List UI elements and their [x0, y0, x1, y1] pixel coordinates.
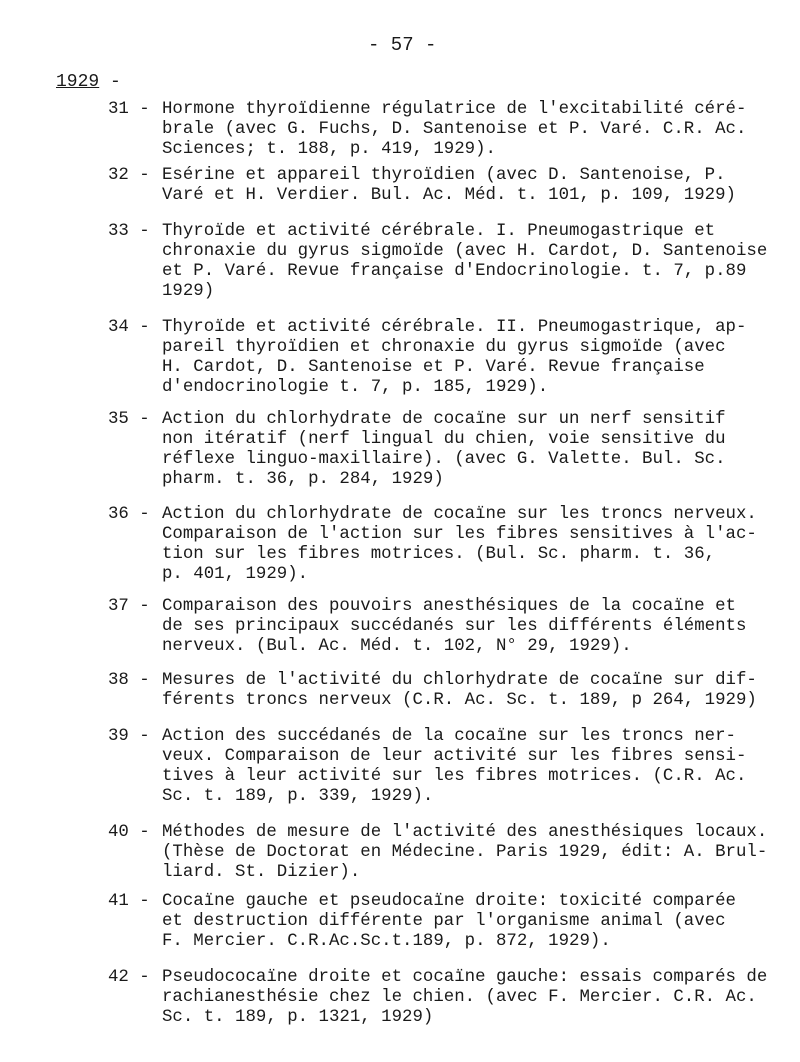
bibliography-entry	[108, 727, 788, 807]
bibliography-entry	[108, 823, 788, 883]
entry-text	[162, 410, 788, 490]
entry-number: 39 -	[108, 727, 150, 746]
entry-text	[162, 100, 788, 160]
bibliography-entry	[108, 410, 788, 490]
year-heading	[56, 72, 121, 92]
entry-line: Thyroïde et activité cérébrale. II. Pneumogastrique, ap-	[162, 318, 747, 337]
bibliography-entry	[108, 100, 788, 160]
bibliography-entry	[108, 968, 788, 1028]
entry-number: 32 -	[108, 166, 150, 185]
entry-number: 38 -	[108, 671, 150, 690]
entry-number: 40 -	[108, 823, 150, 842]
entry-line: Comparaison de l'action sur les fibres sensitives à l'ac-	[162, 525, 757, 544]
entry-line: de ses principaux succédanés sur les différents éléments	[162, 617, 747, 636]
entry-text	[162, 892, 788, 952]
entry-line: Comparaison des pouvoirs anesthésiques de la cocaïne et	[162, 597, 736, 616]
entry-number: 41 -	[108, 892, 150, 911]
entry-line: Esérine et appareil thyroïdien (avec D. Santenoise, P.	[162, 166, 726, 185]
bibliography-entry	[108, 166, 788, 206]
bibliography-entry	[108, 671, 788, 711]
entry-text	[162, 727, 788, 807]
entry-line: F. Mercier. C.R.Ac.Sc.t.189, p. 872, 1929).	[162, 932, 611, 951]
entry-number: 35 -	[108, 410, 150, 429]
bibliography-entry	[108, 222, 788, 302]
entry-line: tives à leur activité sur les fibres motrices. (C.R. Ac.	[162, 767, 747, 786]
entry-line: Thyroïde et activité cérébrale. I. Pneumogastrique et	[162, 222, 716, 241]
entry-text	[162, 166, 788, 206]
entry-text	[162, 597, 788, 657]
entry-number: 31 -	[108, 100, 150, 119]
entry-line: d'endocrinologie t. 7, p. 185, 1929).	[162, 378, 549, 397]
year-dash: -	[110, 72, 121, 92]
bibliography-entry	[108, 892, 788, 952]
entry-line: p. 401, 1929).	[162, 565, 309, 584]
entry-line: rachianesthésie chez le chien. (avec F. Mercier. C.R. Ac.	[162, 988, 757, 1007]
entry-text	[162, 505, 788, 585]
entry-line: pareil thyroïdien et chronaxie du gyrus sigmoïde (avec	[162, 338, 726, 357]
entry-line: Méthodes de mesure de l'activité des anesthésiques locaux.	[162, 823, 768, 842]
entry-line: pharm. t. 36, p. 284, 1929)	[162, 470, 444, 489]
entry-text	[162, 968, 788, 1028]
entry-text	[162, 318, 788, 398]
bibliography-entry	[108, 597, 788, 657]
entry-number: 34 -	[108, 318, 150, 337]
entry-line: brale (avec G. Fuchs, D. Santenoise et P. Varé. C.R. Ac.	[162, 120, 747, 139]
bibliography-entry	[108, 505, 788, 585]
entry-line: Sc. t. 189, p. 1321, 1929)	[162, 1008, 434, 1027]
entry-line: Pseudococaïne droite et cocaïne gauche: essais comparés de	[162, 968, 768, 987]
year-label: 1929	[56, 72, 100, 92]
entry-number: 37 -	[108, 597, 150, 616]
entry-line: tion sur les fibres motrices. (Bul. Sc. pharm. t. 36,	[162, 545, 716, 564]
entry-line: Mesures de l'activité du chlorhydrate de cocaïne sur dif-	[162, 671, 757, 690]
entry-line: Sc. t. 189, p. 339, 1929).	[162, 787, 434, 806]
entry-number: 42 -	[108, 968, 150, 987]
entry-number: 33 -	[108, 222, 150, 241]
entry-line: H. Cardot, D. Santenoise et P. Varé. Revue française	[162, 358, 705, 377]
entry-text	[162, 823, 788, 883]
entry-line: (Thèse de Doctorat en Médecine. Paris 1929, édit: A. Brul-	[162, 843, 768, 862]
entry-number: 36 -	[108, 505, 150, 524]
entry-line: Varé et H. Verdier. Bul. Ac. Méd. t. 101, p. 109, 1929)	[162, 186, 736, 205]
entry-line: férents troncs nerveux (C.R. Ac. Sc. t. 189, p 264, 1929)	[162, 691, 757, 710]
entry-line: Action du chlorhydrate de cocaïne sur les troncs nerveux.	[162, 505, 757, 524]
entry-line: réflexe linguo-maxillaire). (avec G. Valette. Bul. Sc.	[162, 450, 726, 469]
entry-line: 1929)	[162, 282, 215, 301]
entry-line: et destruction différente par l'organisme animal (avec	[162, 912, 726, 931]
bibliography-entry	[108, 318, 788, 398]
entry-line: Sciences; t. 188, p. 419, 1929).	[162, 140, 496, 159]
entry-line: chronaxie du gyrus sigmoïde (avec H. Cardot, D. Santenoise	[162, 242, 768, 261]
entry-line: non itératif (nerf lingual du chien, voie sensitive du	[162, 430, 726, 449]
page-number: - 57 -	[368, 34, 437, 56]
entry-line: liard. St. Dizier).	[162, 863, 361, 882]
entry-line: et P. Varé. Revue française d'Endocrinologie. t. 7, p.89	[162, 262, 747, 281]
entry-text	[162, 671, 788, 711]
entry-line: Hormone thyroïdienne régulatrice de l'excitabilité céré-	[162, 100, 747, 119]
entry-line: Action des succédanés de la cocaïne sur les troncs ner-	[162, 727, 736, 746]
entry-text	[162, 222, 788, 302]
entry-line: veux. Comparaison de leur activité sur les fibres sensi-	[162, 747, 747, 766]
entry-line: Cocaïne gauche et pseudocaïne droite: toxicité comparée	[162, 892, 736, 911]
entry-line: Action du chlorhydrate de cocaïne sur un nerf sensitif	[162, 410, 726, 429]
entry-line: nerveux. (Bul. Ac. Méd. t. 102, N° 29, 1929).	[162, 637, 632, 656]
